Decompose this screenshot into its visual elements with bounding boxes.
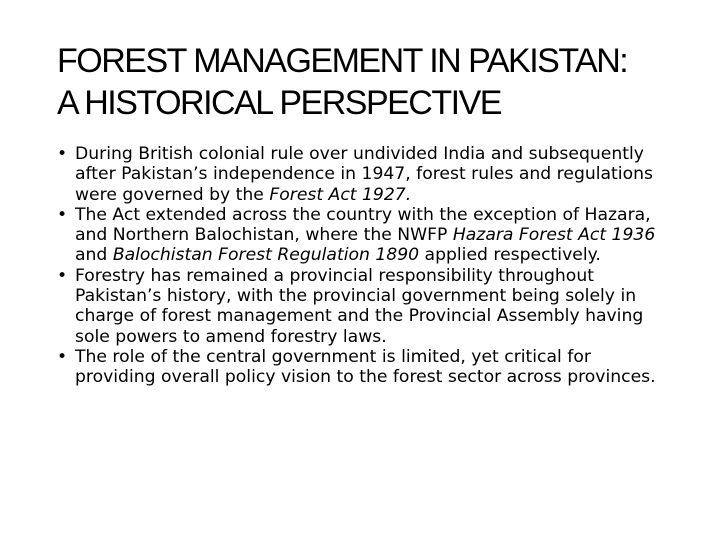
bullet-text: applied respectively. bbox=[419, 245, 601, 266]
bullet-text: and bbox=[75, 245, 113, 266]
bullet-text: During British colonial rule over undivided India and subsequently after Pakistan’s independence in 1947, forest rules and regulations were governed by the bbox=[75, 144, 653, 205]
bullet-item bbox=[57, 205, 672, 266]
bullet-marker: • bbox=[57, 144, 68, 164]
bullet-item bbox=[57, 347, 672, 388]
bullet-text: Forestry has remained a provincial responsibility throughout Pakistan’s history, with the provincial government being solely in charge of forest management and the Provincial Assembly having sole powers to amend forestry laws. bbox=[75, 265, 644, 347]
slide-title bbox=[57, 40, 697, 124]
bullet-text: The Act extended across the country with the exception of Hazara, and Northern Balochistan, where the NWFP bbox=[75, 204, 651, 246]
bullet-text: The role of the central government is limited, yet critical for providing overall policy vision to the forest sector across provinces. bbox=[75, 346, 656, 388]
bullet-item bbox=[57, 144, 672, 205]
bullet-item bbox=[57, 266, 672, 347]
slide-title-line-1: FOREST MANAGEMENT IN PAKISTAN: bbox=[57, 42, 628, 80]
bullet-list bbox=[57, 144, 672, 388]
bullet-text-italic: Balochistan Forest Regulation 1890 bbox=[112, 245, 420, 266]
bullet-marker: • bbox=[57, 346, 68, 367]
bullet-text-italic: Hazara Forest Act 1936 bbox=[452, 225, 656, 246]
bullet-marker: • bbox=[57, 265, 68, 286]
slide-title-line-2: A HISTORICAL PERSPECTIVE bbox=[57, 84, 501, 122]
bullet-text-italic: Forest Act 1927. bbox=[269, 184, 412, 205]
bullet-marker: • bbox=[57, 204, 68, 225]
